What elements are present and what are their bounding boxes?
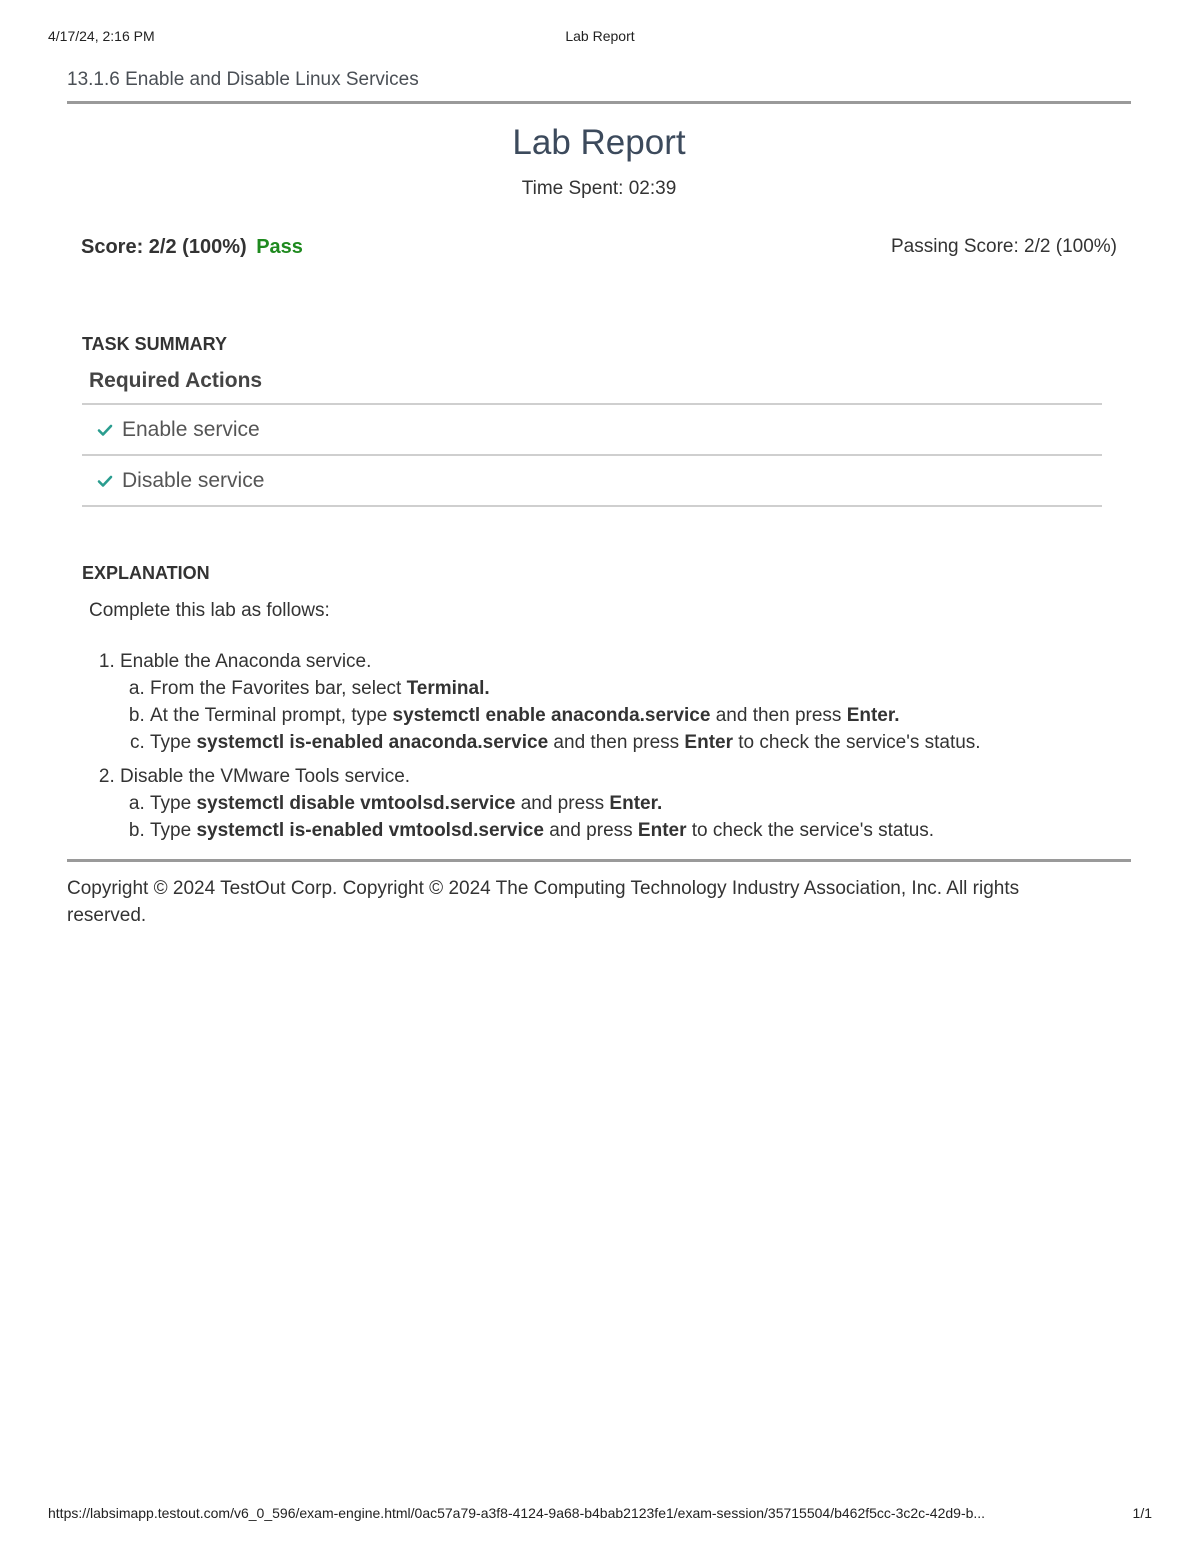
score-value: Score: 2/2 (100%) bbox=[81, 236, 247, 258]
instruction-text: From the Favorites bar, select bbox=[150, 678, 407, 699]
instruction-text: and press bbox=[543, 820, 638, 841]
footer-divider bbox=[67, 859, 1131, 862]
action-label: Disable service bbox=[122, 468, 265, 492]
command-text: systemctl disable vmtoolsd.service bbox=[196, 793, 516, 814]
command-text: Enter bbox=[637, 820, 687, 841]
report-heading: Lab Report bbox=[512, 123, 686, 162]
command-text: Enter. bbox=[609, 793, 663, 814]
instruction-text: At the Terminal prompt, type bbox=[150, 705, 393, 726]
command-text: Enter. bbox=[846, 705, 900, 726]
command-text: systemctl is-enabled vmtoolsd.service bbox=[196, 820, 544, 841]
print-url: https://labsimapp.testout.com/v6_0_596/exam-engine.html/0ac57a79-a3f8-4124-9a68-b4bab2123fe1/exam-session/35715504/b462f5cc-3c2c-42d9-b... bbox=[48, 1505, 986, 1521]
step-text: Disable the VMware Tools service. bbox=[120, 766, 411, 787]
explanation-step bbox=[120, 648, 1131, 756]
command-text: systemctl enable anaconda.service bbox=[392, 705, 711, 726]
command-text: Enter bbox=[684, 732, 733, 753]
command-text: systemctl is-enabled anaconda.service bbox=[196, 732, 549, 753]
score-row bbox=[67, 236, 1131, 266]
page-number: 1/1 bbox=[1132, 1505, 1152, 1521]
explanation-substep bbox=[150, 790, 1131, 817]
action-label: Enable service bbox=[122, 417, 260, 441]
instruction-text: and press bbox=[515, 793, 610, 814]
instruction-text: and then press bbox=[548, 732, 685, 753]
explanation-substep bbox=[150, 702, 1131, 729]
task-summary-heading: TASK SUMMARY bbox=[82, 334, 227, 354]
explanation-step bbox=[120, 763, 1131, 844]
explanation-substep bbox=[150, 675, 1131, 702]
explanation-heading: EXPLANATION bbox=[82, 563, 210, 583]
task-summary-section bbox=[67, 334, 1131, 507]
copyright-notice: Copyright © 2024 TestOut Corp. Copyright © 2024 The Computing Technology Industry Association, Inc. All rights reserved. bbox=[67, 878, 1020, 926]
explanation-intro: Complete this lab as follows: bbox=[89, 600, 330, 621]
passing-score: Passing Score: 2/2 (100%) bbox=[890, 236, 1117, 257]
explanation-substep bbox=[150, 817, 1131, 844]
step-text: Enable the Anaconda service. bbox=[120, 651, 372, 672]
explanation-substeps bbox=[120, 675, 1131, 756]
explanation-substep bbox=[150, 729, 1131, 756]
action-row-disable-service[interactable] bbox=[82, 456, 1102, 507]
checkmark-icon bbox=[96, 421, 114, 439]
required-actions-table bbox=[82, 369, 1102, 507]
required-actions-header: Required Actions bbox=[82, 369, 1102, 405]
lab-report-content bbox=[67, 66, 1131, 929]
print-title: Lab Report bbox=[565, 28, 635, 44]
print-footer bbox=[48, 1505, 1152, 1525]
instruction-text: Type bbox=[150, 820, 197, 841]
time-spent: Time Spent: 02:39 bbox=[521, 178, 677, 199]
instruction-text: to check the service's status. bbox=[733, 732, 981, 753]
print-date: 4/17/24, 2:16 PM bbox=[48, 28, 155, 44]
lab-title: 13.1.6 Enable and Disable Linux Services bbox=[67, 66, 1131, 104]
checkmark-icon bbox=[96, 472, 114, 490]
instruction-text: to check the service's status. bbox=[686, 820, 935, 841]
command-text: Terminal. bbox=[406, 678, 490, 699]
print-header bbox=[48, 28, 1152, 48]
pass-badge: Pass bbox=[256, 236, 303, 258]
explanation-steps bbox=[67, 648, 1131, 844]
action-row-enable-service[interactable] bbox=[82, 405, 1102, 456]
instruction-text: and then press bbox=[710, 705, 847, 726]
instruction-text: Type bbox=[150, 793, 197, 814]
explanation-section bbox=[67, 563, 1131, 844]
explanation-substeps bbox=[120, 790, 1131, 844]
score bbox=[81, 236, 303, 259]
instruction-text: Type bbox=[150, 732, 197, 753]
